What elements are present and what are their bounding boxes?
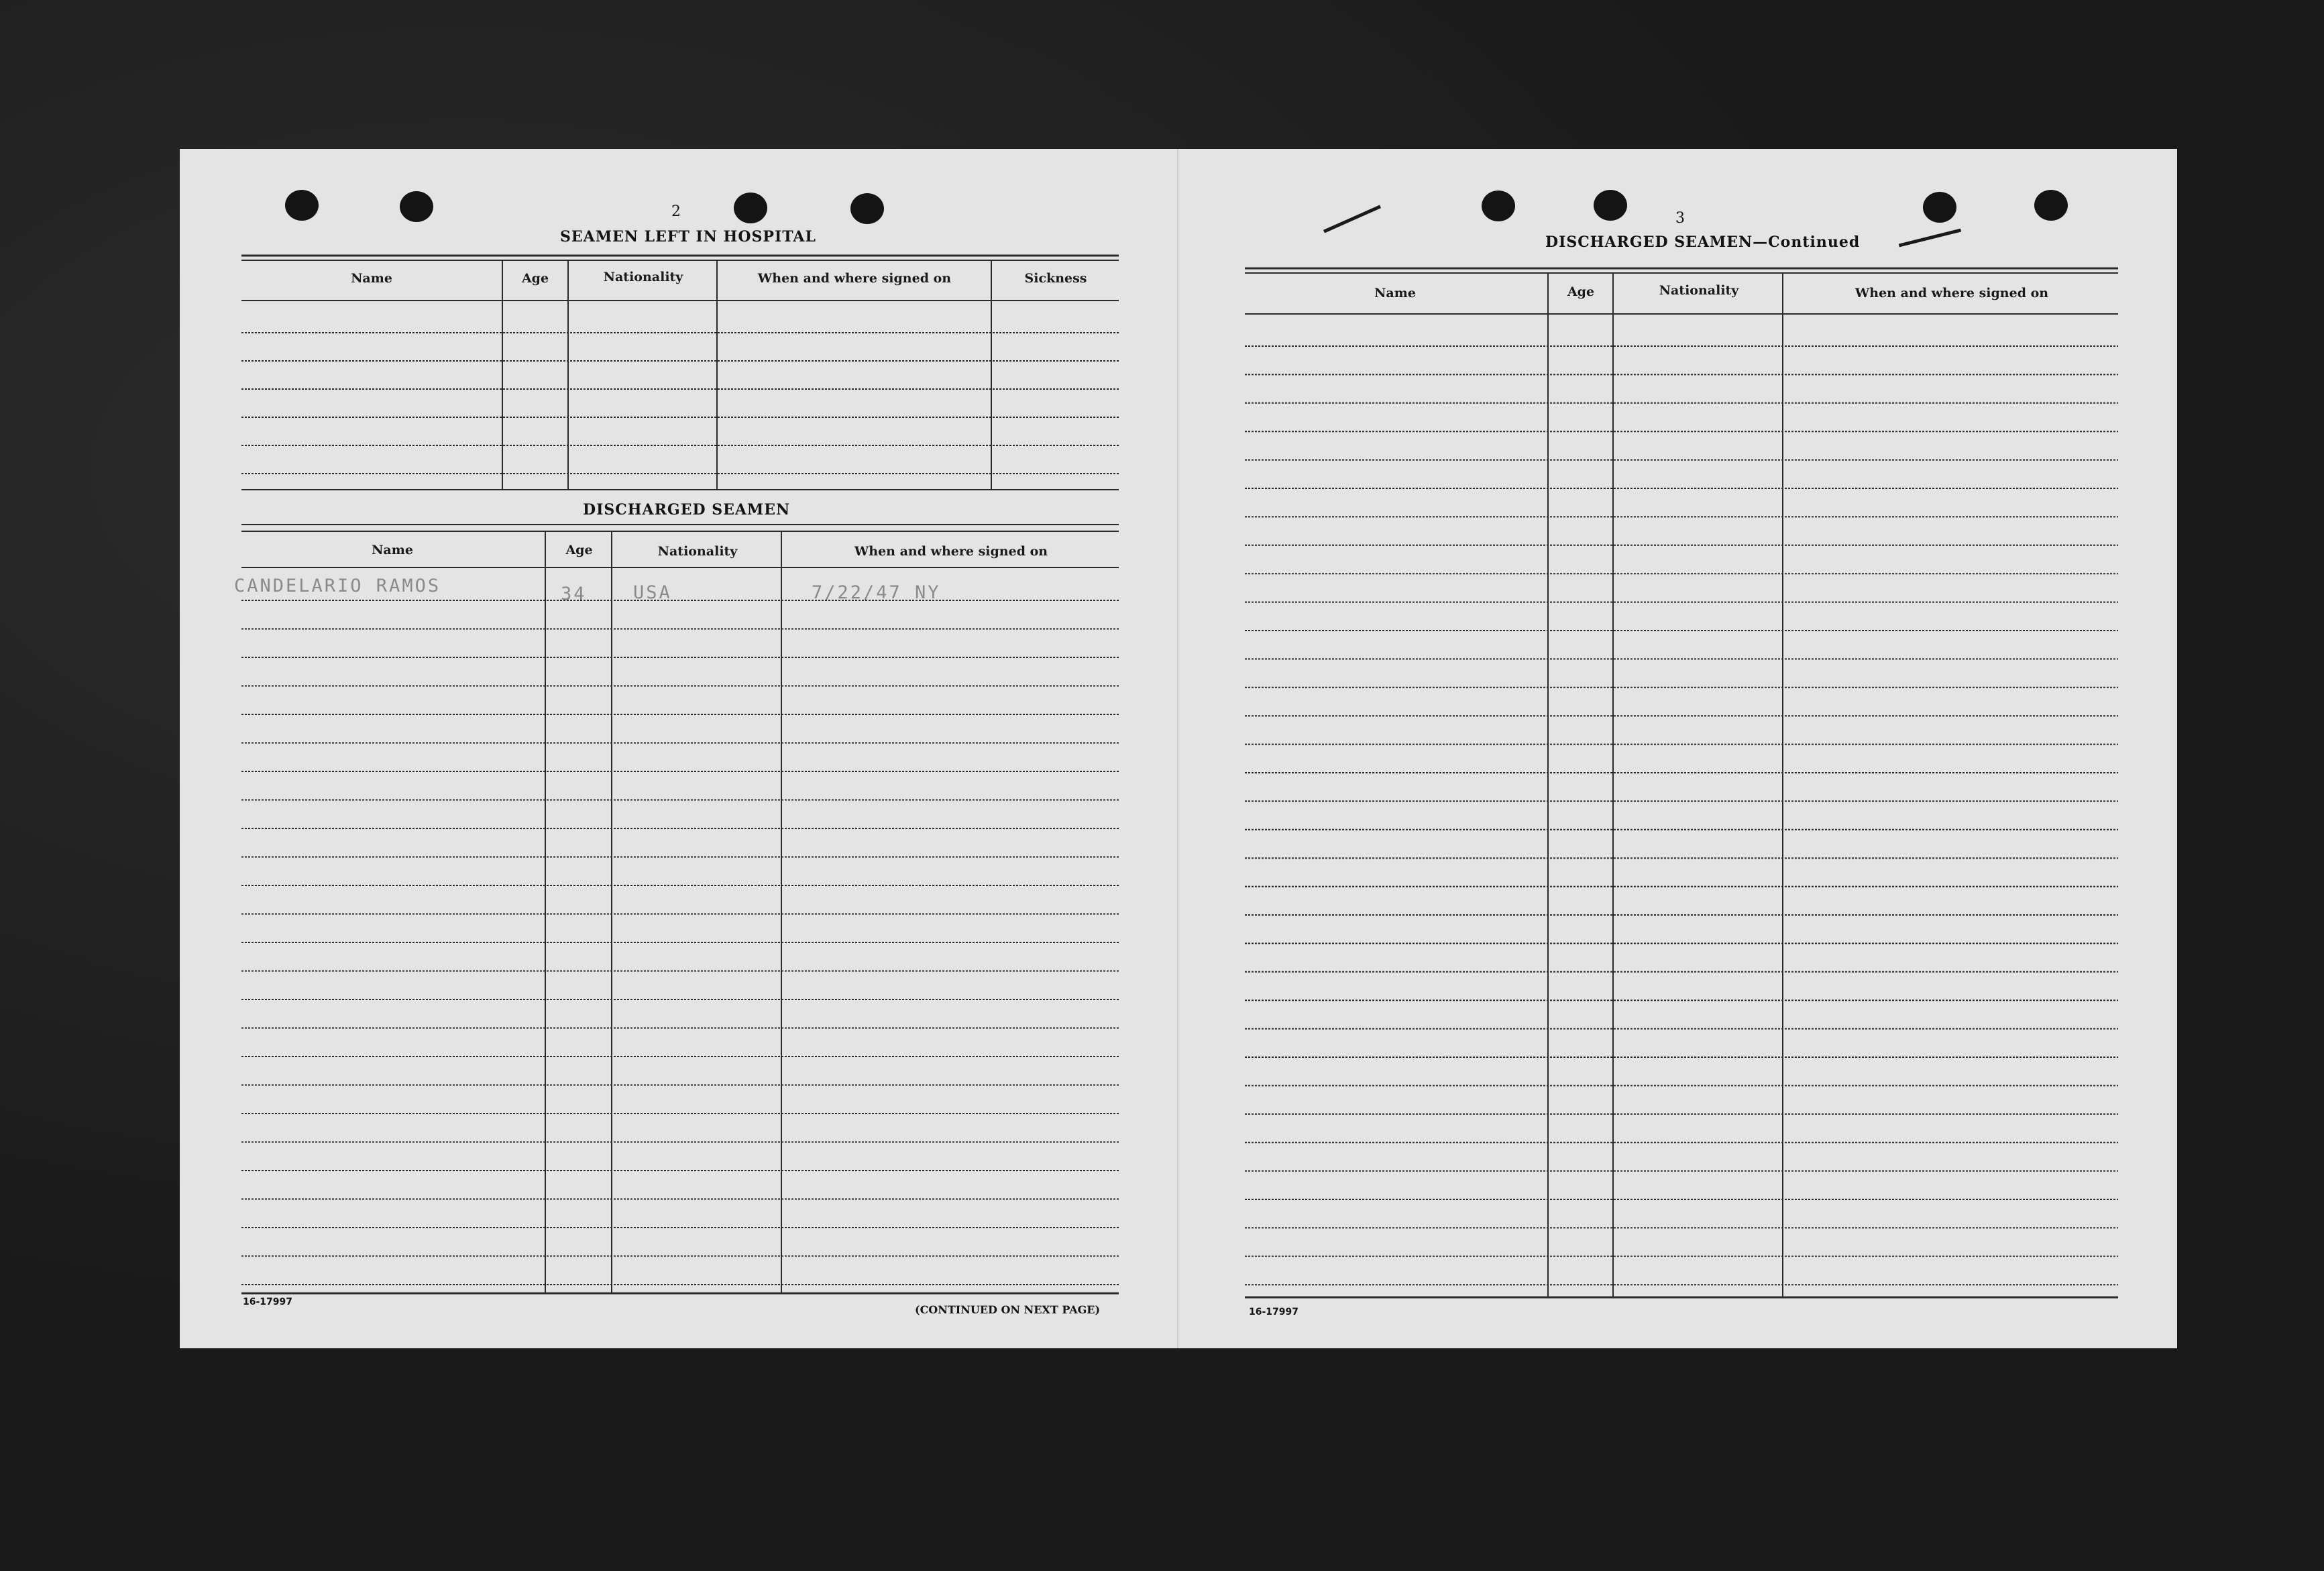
right-page-number: 3 — [1675, 210, 1685, 227]
hospital-section-title: SEAMEN LEFT IN HOSPITAL — [560, 228, 816, 246]
right-col-nationality: Nationality — [1659, 283, 1739, 298]
seaman-name: CANDELARIO RAMOS — [234, 576, 441, 596]
discharged-col-nationality: Nationality — [657, 544, 738, 559]
discharged-col-signed-on: When and where signed on — [854, 544, 1048, 559]
left-form-number: 16-17997 — [243, 1297, 292, 1307]
discharged-col-age: Age — [565, 543, 593, 557]
hospital-col-age: Age — [521, 271, 549, 286]
seaman-age: 34 — [561, 584, 587, 604]
hospital-col-sickness: Sickness — [1024, 271, 1087, 286]
right-col-signed-on: When and where signed on — [1855, 286, 2049, 301]
left-page-number: 2 — [671, 203, 681, 220]
seaman-nationality: USA — [633, 582, 672, 603]
continued-note: (CONTINUED ON NEXT PAGE) — [915, 1303, 1101, 1316]
right-form-number: 16-17997 — [1249, 1307, 1298, 1317]
seaman-signed-on: 7/22/47 NY — [812, 582, 941, 603]
hospital-col-name: Name — [351, 271, 392, 286]
hospital-col-signed-on: When and where signed on — [757, 271, 952, 286]
hospital-col-nationality: Nationality — [603, 270, 683, 284]
right-col-name: Name — [1374, 286, 1416, 301]
right-section-title: DISCHARGED SEAMEN—Continued — [1545, 233, 1861, 251]
right-col-age: Age — [1567, 284, 1595, 299]
discharged-section-title: DISCHARGED SEAMEN — [583, 501, 791, 519]
discharged-col-name: Name — [372, 543, 413, 557]
